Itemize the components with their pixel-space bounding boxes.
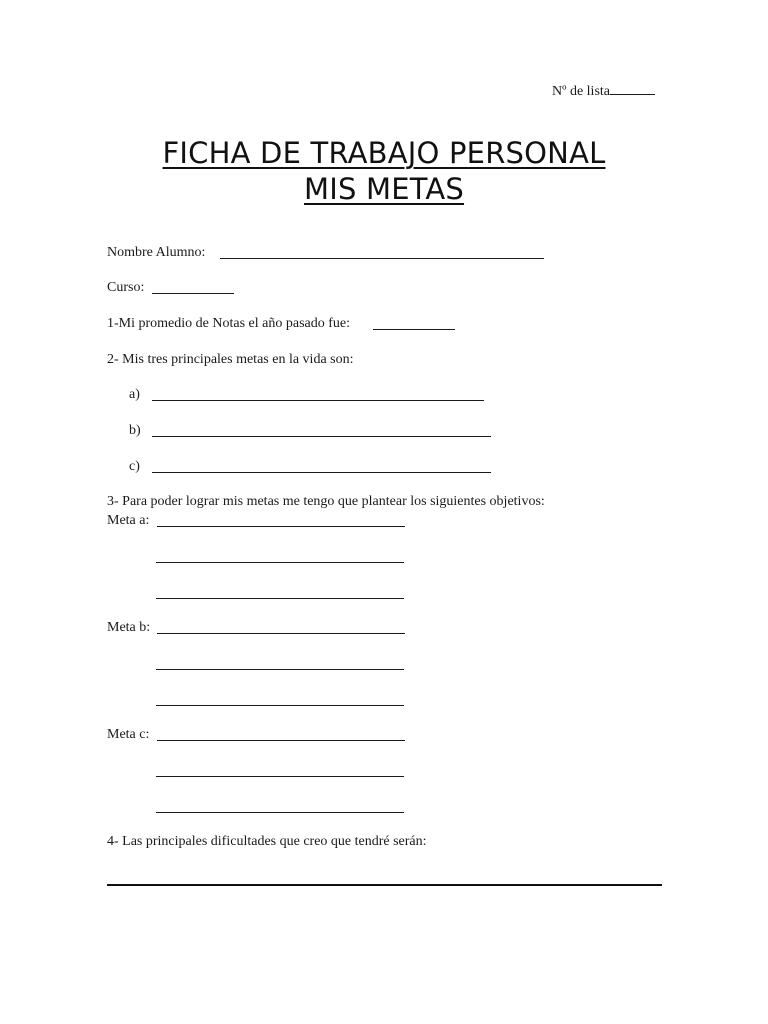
goal-item-b-label: b) [129,423,141,438]
meta-a-blank-1[interactable] [157,526,405,527]
goal-item-a-label: a) [129,387,140,402]
question-2: 2- Mis tres principales metas en la vida son: [107,352,354,367]
goal-item-c-label: c) [129,459,140,474]
meta-c-blank-2[interactable] [156,776,404,777]
meta-b-blank-1[interactable] [157,633,405,634]
student-name-label: Nombre Alumno: [107,245,206,260]
course-blank[interactable] [152,293,234,294]
title-text-2: MIS METAS [303,172,465,206]
list-number-field [552,81,655,100]
question-4: 4- Las principales dificultades que creo que tendré serán: [107,834,427,849]
goal-item-c-blank[interactable] [152,472,491,473]
meta-c-blank-1[interactable] [157,740,405,741]
question-1-blank[interactable] [373,329,455,330]
student-name-blank[interactable] [220,258,544,259]
course-label: Curso: [107,280,145,295]
meta-a-label: Meta a: [107,513,150,528]
goal-item-a-blank[interactable] [152,400,484,401]
title-text-1: FICHA DE TRABAJO PERSONAL [162,136,606,170]
meta-a-blank-3[interactable] [156,598,404,599]
list-number-blank[interactable] [610,81,655,95]
question-3: 3- Para poder lograr mis metas me tengo que plantear los siguientes objetivos: [107,494,545,509]
meta-b-label: Meta b: [107,620,151,635]
list-number-label: Nº de lista [552,84,610,99]
meta-c-blank-3[interactable] [156,812,404,813]
meta-c-label: Meta c: [107,727,150,742]
meta-a-blank-2[interactable] [156,562,404,563]
meta-b-blank-2[interactable] [156,669,404,670]
meta-b-blank-3[interactable] [156,705,404,706]
question-1: 1-Mi promedio de Notas el año pasado fue: [107,316,350,331]
goal-item-b-blank[interactable] [152,436,491,437]
title-line-2 [0,172,768,206]
difficulties-blank[interactable] [107,884,662,886]
title-line-1 [0,136,768,170]
